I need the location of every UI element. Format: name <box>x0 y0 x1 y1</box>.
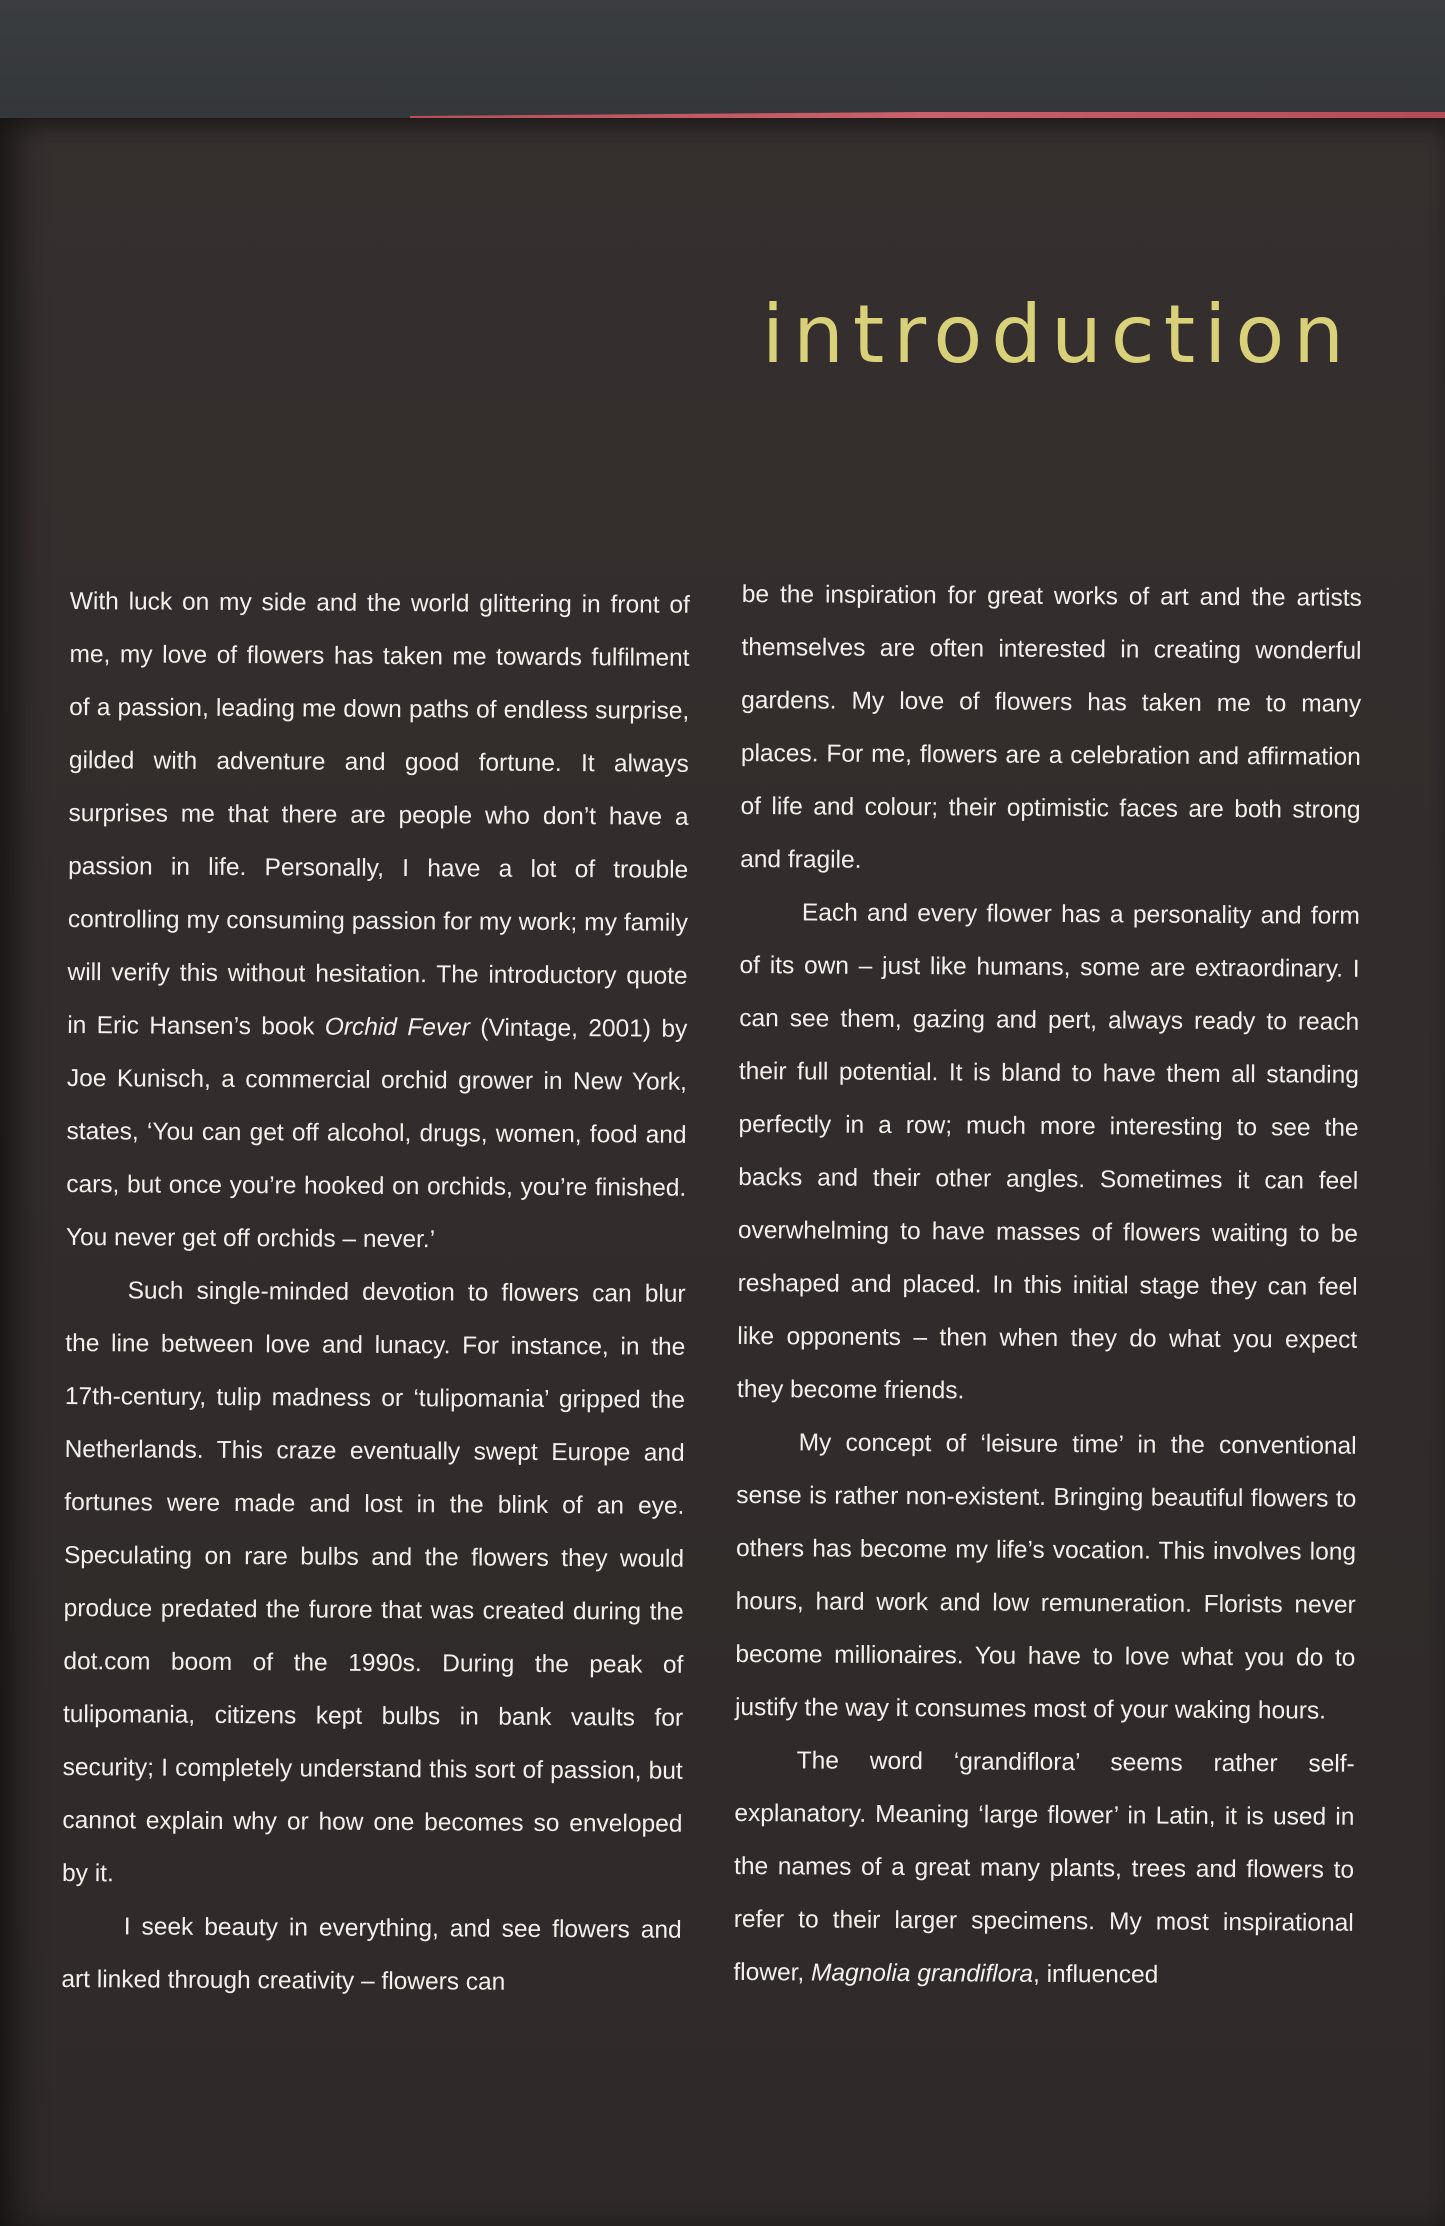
paragraph-text: With luck on my side and the world glittering in front of me, my love of flowers has taken me towards fulfilment of a passion, leading me down paths of endless surprise, gilded with adventure and good fortune. It always surprises me that there are people who don’t have a passion in life. Personally, I have a lot of trouble controlling my consuming passion for my work; my family will verify this without hesitation. The introductory quote in Eric Hansen’s book <box>67 587 690 1041</box>
paragraph-text: , influenced <box>1032 1960 1159 1989</box>
text-column-right <box>733 568 1362 2003</box>
paragraph: Each and every flower has a personality and form of its own – just like humans, some are extraordinary. I can see them, gazing and pert, always ready to reach their full potential. It is bland to have them all standing perfectly in a row; much more interesting to see the backs and their other angles. Sometimes it can feel overwhelming to have masses of flowers waiting to be reshaped and placed. In this initial stage they can feel like opponents – then when they do what you expect they become friends. <box>736 899 1360 1405</box>
paragraph: Such single-minded devotion to flowers can blur the line between love and lunacy. For instance, in the 17th-century, tulip madness or ‘tulipomania’ gripped the Netherlands. This craze eventually swept Europe and fortunes were made and lost in the blink of an eye. Speculating on rare bulbs and the flowers they would produce predated the furore that was created during the dot.com boom of the 1990s. During the peak of tulipomania, citizens kept bulbs in bank vaults for security; I completely understand this sort of passion, but cannot explain why or how one becomes so enveloped by it. <box>61 1277 686 1888</box>
page-title: introduction <box>761 288 1353 381</box>
paragraph-text: (Vintage, 2001) by Joe Kunisch, a commercial orchid grower in New York, states, ‘You can get off alcohol, drugs, women, food and cars, but once you’re hooked on orchids, you’re finished. You never get off orchids – never.’ <box>65 1014 688 1254</box>
background-surface <box>0 0 1445 130</box>
paragraph: My concept of ‘leisure time’ in the conventional sense is rather non-existent. Bringing beautiful flowers to others has become my life’s vocation. This involves long hours, hard work and low remuneration. Florists never become millionaires. You have to love what you do to justify the way it consumes most of your waking hours. <box>734 1429 1357 1725</box>
paragraph: be the inspiration for great works of art and the artists themselves are often interested in creating wonderful gardens. My love of flowers has taken me to many places. For me, flowers are a celebration and affirmation of life and colour; their optimistic faces are both strong and fragile. <box>740 580 1362 874</box>
paragraph <box>66 575 690 1268</box>
paragraph-text: The word ‘grandiflora’ seems rather self-explanatory. Meaning ‘large flower’ in Latin, it is used in the names of a great many plants, trees and flowers to refer to their larger specimens. My most inspirational flower, <box>733 1747 1355 1987</box>
plant-name-italic: Magnolia grandiflora <box>810 1959 1034 1988</box>
book-title-italic: Orchid Fever <box>324 1013 471 1042</box>
paragraph <box>733 1734 1355 2003</box>
text-column-left <box>61 575 690 2010</box>
paragraph: I seek beauty in everything, and see flowers and art linked through creativity – flowers can <box>61 1913 682 1996</box>
